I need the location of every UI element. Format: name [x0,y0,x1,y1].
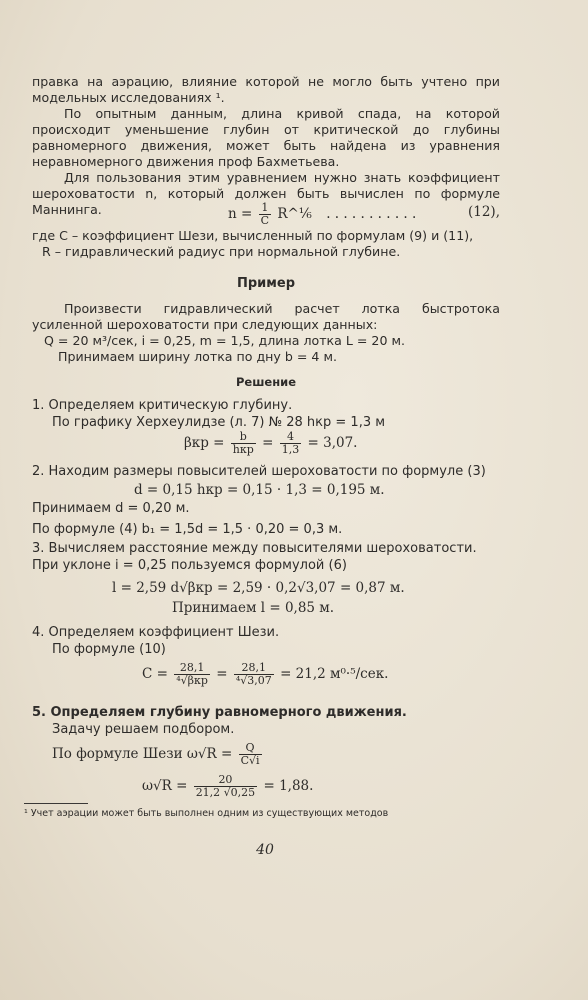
step-1-fraction-1-num: b [231,431,256,444]
step-1-formula-lhs: βкр = [184,435,225,451]
step-4-fraction-2-num: 28,1 [234,662,274,675]
formula-12-dots: . . . . . . . . . . . [326,206,417,222]
example-title: Пример [236,276,296,291]
step-4-fraction-2 [234,662,274,687]
step-5-fraction-2-num: 20 [194,774,258,787]
step-5-formula-2 [32,774,500,806]
step-5-fraction-1 [239,742,262,767]
step-1-fraction-2 [280,431,302,456]
formula-12-numerator: 1 [259,202,271,215]
intro-paragraph-2: По опытным данным, длина кривой спада, на которой происходит уменьшение глубин от критической до глубины равномерного движения, может быть найдена из уравнения неравномерного движения проф Бахметьева. [32,106,500,169]
step-1-fraction-1 [231,431,256,456]
step-5-formula-1-lhs: По формуле Шези ω√R = [52,746,233,762]
formula-12-denominator: C [260,214,270,227]
step-5-title: 5. Определяем глубину равномерного движения. [32,705,407,720]
step-5-fraction-2-den: 21,2 √0,25 [195,786,256,799]
footnote-divider [24,803,88,804]
where-line-1: где C – коэффициент Шези, вычисленный по формулам (9) и (11), [32,228,474,243]
page-number: 40 [256,842,274,858]
step-2-title: 2. Находим размеры повысителей шероховатости по формуле (3) [32,464,486,479]
formula-12 [32,200,500,226]
step-5-line: Задачу решаем подбором. [52,722,235,737]
step-3-accept: Принимаем l = 0,85 м. [172,600,335,616]
step-2-formula: d = 0,15 hкр = 0,15 · 1,3 = 0,195 м. [134,482,385,498]
step-4-fraction-2-den: ⁴√3,07 [235,674,272,687]
step-4-fraction-1-num: 28,1 [174,662,210,675]
step-5-formula-2-result: = 1,88. [263,778,314,794]
formula-12-rhs: R^⅙ [277,206,312,222]
formula-12-number: (12), [467,204,500,220]
example-accept-line: Принимаем ширину лотка по дну b = 4 м. [58,349,337,364]
footnote: ¹ Учет аэрации может быть выполнен одним из существующих методов [24,808,389,819]
step-1-formula: βкр = $\frac{b}{\text{hкр}}$ = $\frac{4}{1,3}$ = 3,07. [184,430,358,456]
intro-section [32,74,500,218]
solution-section [32,375,500,806]
example-section [32,276,500,365]
step-4-fraction-1 [174,662,210,687]
step-5-formula-1 [32,742,500,774]
step-4-formula-result: = 21,2 м⁰·⁵/сек. [280,666,389,682]
step-4-fraction-1-den: ⁴√βкр [176,674,208,687]
where-line-2: R – гидравлический радиус при нормальной глубине. [42,244,401,259]
step-4-line: По формуле (10) [52,642,166,657]
solution-title: Решение [235,375,297,389]
step-1-fraction-2-den: 1,3 [281,443,300,456]
example-paragraph: Произвести гидравлический расчет лотка быстротока усиленной шероховатости при следующих данных: [32,301,500,332]
step-1-fraction-1-den: hкр [232,443,254,456]
intro-paragraph-3: Для пользования этим уравнением нужно знать коэффициент шероховатости n, который должен быть вычислен по формуле Маннинга. [32,170,500,217]
step-5-fraction-1-den: C√i [240,754,260,767]
step-1-fraction-2-num: 4 [280,431,302,444]
step-3-title: 3. Вычисляем расстояние между повысителями шероховатости. [32,541,477,556]
intro-paragraph-1: правка на аэрацию, влияние которой не могло быть учтено при модельных исследованиях ¹. [32,74,500,105]
step-5-fraction-2 [194,774,258,799]
step-1-formula-result: = 3,07. [307,435,358,451]
step-5-formula-2-lhs: ω√R = [142,778,188,794]
step-3-formula: l = 2,59 d√βкр = 2,59 · 0,2√3,07 = 0,87 м. [112,580,405,596]
step-3-line: При уклоне i = 0,25 пользуемся формулой (6) [32,558,347,573]
step-5-fraction-1-num: Q [239,742,262,755]
step-1-title: 1. Определяем критическую глубину. [32,398,293,413]
formula-12-lhs: n = [228,206,253,222]
formula-12-fraction [259,202,271,227]
step-2-accept: Принимаем d = 0,20 м. [32,501,190,516]
step-4-title: 4. Определяем коэффициент Шези. [32,625,280,640]
step-4-formula: C = $\frac{28,1}{\text{⁴√βкр}}$ = $\frac{28,1}{\text{⁴√3,07}}$ = 21,2 м⁰·⁵/сек. [142,661,389,687]
example-data-line: Q = 20 м³/сек, i = 0,25, m = 1,5, длина лотка L = 20 м. [44,333,405,348]
step-2-b: По формуле (4) b₁ = 1,5d = 1,5 · 0,20 = 0,3 м. [32,522,343,537]
where-section [32,228,500,260]
step-4-formula-lhs: C = [142,666,168,682]
step-1-line: По графику Херхеулидзе (л. 7) № 28 hкр = 1,3 м [52,415,386,430]
